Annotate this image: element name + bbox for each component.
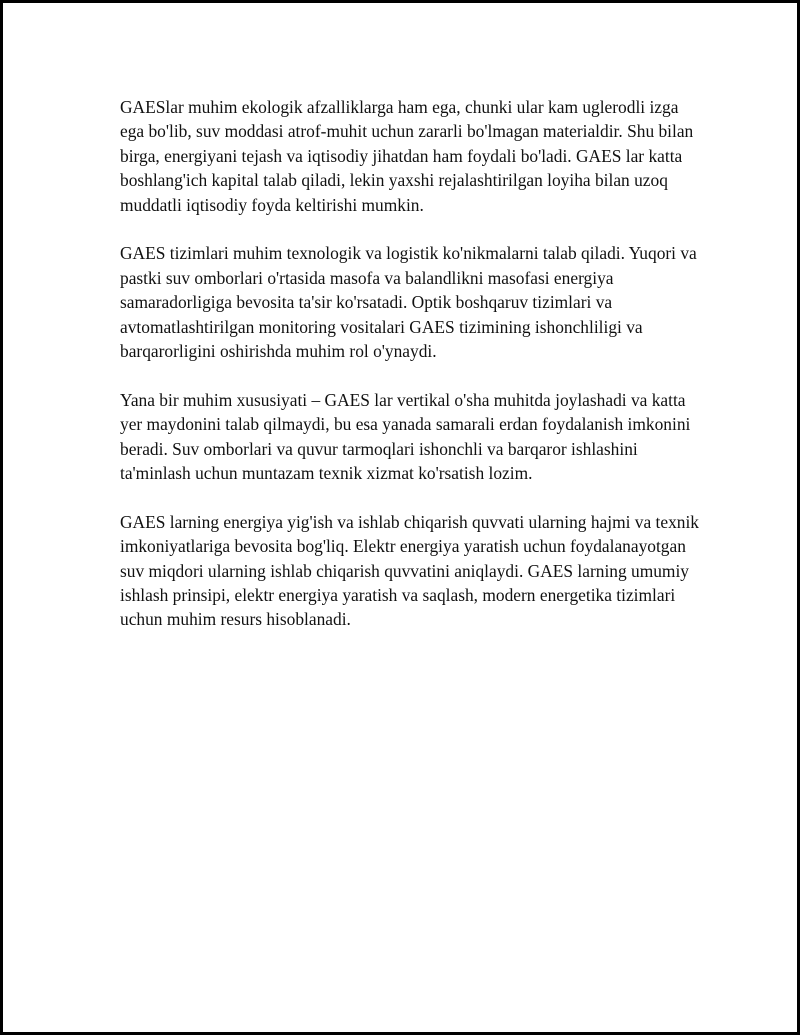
paragraph-2: GAES tizimlari muhim texnologik va logistik ko'nikmalarni talab qiladi. Yuqori va pastki suv omborlari o'rtasida masofa va balandlikni masofasi energiya samaradorligiga bevosita ta'sir ko'rsatadi. Optik boshqaruv tizimlari va avtomatlashtirilgan monitoring vositalari GAES tizimining ishonchliligi va barqarorligini oshirishda muhim rol o'ynaydi. [120,243,697,362]
document-body [120,95,700,656]
paragraph-1: GAESlar muhim ekologik afzalliklarga ham ega, chunki ular kam uglerodli izga ega bo'lib, suv moddasi atrof-muhit uchun zararli bo'lmagan materialdir. Shu bilan birga, energiyani tejash va iqtisodiy jihatdan ham foydali bo'ladi. GAES lar katta boshlang'ich kapital talab qiladi, lekin yaxshi rejalashtirilgan loyiha bilan uzoq muddatli iqtisodiy foyda keltirishi mumkin. [120,97,694,215]
paragraph-4: GAES larning energiya yig'ish va ishlab chiqarish quvvati ularning hajmi va texnik imkoniyatlariga bevosita bog'liq. Elektr energiya yaratish uchun foydalanayotgan suv miqdori ularning ishlab chiqarish quvvatini aniqlaydi. GAES larning umumiy ishlash prinsipi, elektr energiya yaratish va saqlash, modern energetika tizimlari uchun muhim resurs hisoblanadi. [120,511,700,630]
paragraph-3: Yana bir muhim xususiyati – GAES lar vertikal o'sha muhitda joylashadi va katta yer maydonini talab qilmaydi, bu esa yanada samarali erdan foydalanish imkonini beradi. Suv omborlari va quvur tarmoqlari ishonchli va barqaror ishlashini ta'minlash uchun muntazam texnik xizmat ko'rsatish lozim. [120,389,691,484]
